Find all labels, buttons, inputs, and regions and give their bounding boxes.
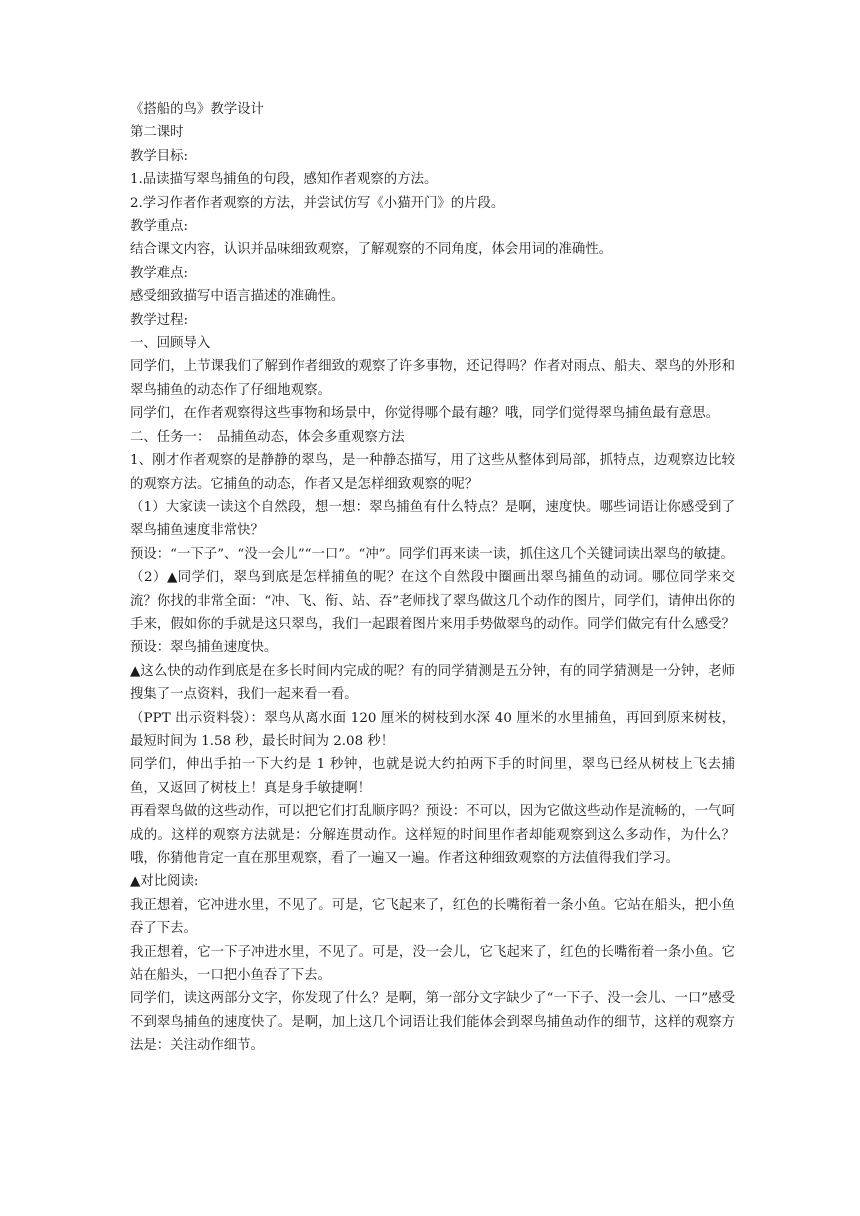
- paragraph: 结合课文内容，认识并品味细致观察，了解观察的不同角度，体会用词的准确性。: [130, 242, 613, 258]
- paragraph: 我正想着，它一下子冲进水里，不见了。可是，没一会儿，它飞起来了，红色的长嘴衔着一条小鱼。它站在船头，一口把小鱼吞了下去。: [130, 944, 735, 984]
- paragraph: 教学重点:: [130, 219, 189, 235]
- paragraph: 2.学习作者作者观察的方法，并尝试仿写《小猫开门》的片段。: [130, 195, 505, 211]
- paragraph: 同学们，上节课我们了解到作者细致的观察了许多事物，还记得吗？作者对雨点、船夫、翠鸟的外形和翠鸟捕鱼的动态作了仔细地观察。: [130, 359, 735, 398]
- paragraph: 一、回顾导入: [130, 336, 211, 352]
- paragraph: ▲这么快的动作到底是在多长时间内完成的呢？有的同学猜测是五分钟，有的同学猜测是一分钟，老师搜集了一点资料，我们一起来看一看。: [130, 663, 735, 703]
- paragraph: 1.品读描写翠鸟捕鱼的句段，感知作者观察的方法。: [130, 172, 438, 188]
- paragraph: （2）▲同学们，翠鸟到底是怎样捕鱼的呢？在这个自然段中圈画出翠鸟捕鱼的动词。哪位同学来交流？你找的非常全面：“冲、飞、衔、站、吞”老师找了翠鸟做这几个动作的图片，同学们，请伸出你的手来，假如你的手就是这只翠鸟，我们一起跟着图片来用手势做翠鸟的动作。同学们做完有什么感受？预设：翠鸟捕鱼速度快。: [130, 570, 735, 656]
- paragraph: 1、刚才作者观察的是静静的翠鸟，是一种静态描写，用了这些从整体到局部，抓特点，边观察边比较的观察方法。它捕鱼的动态，作者又是怎样细致观察的呢？: [130, 453, 735, 492]
- paragraph: 教学难点:: [130, 265, 189, 281]
- paragraph: 教学过程:: [130, 312, 189, 328]
- document-page: [130, 98, 735, 1058]
- paragraph: 再看翠鸟做的这些动作，可以把它们打乱顺序吗？预设：不可以，因为它做这些动作是流畅的，一气呵成的。这样的观察方法就是：分解连贯动作。这样短的时间里作者却能观察到这么多动作，为什么？哦，你猜他肯定一直在那里观察，看了一遍又一遍。作者这种细致观察的方法值得我们学习。: [130, 804, 735, 866]
- paragraph: 感受细致描写中语言描述的准确性。: [130, 289, 345, 305]
- paragraph: 预设：“一下子”、“没一会儿”“一口”。“冲”。同学们再来读一读，抓住这几个关键词读出翠鸟的敏捷。: [130, 546, 734, 562]
- paragraph: 教学目标:: [130, 148, 189, 164]
- paragraph: （1）大家读一读这个自然段，想一想：翠鸟捕鱼有什么特点？是啊，速度快。哪些词语让你感受到了翠鸟捕鱼速度非常快？: [130, 499, 735, 539]
- paragraph: 同学们，在作者观察得这些事物和场景中，你觉得哪个最有趣？哦，同学们觉得翠鸟捕鱼最有意思。: [130, 406, 720, 422]
- document-title: 《搭船的鸟》教学设计: [130, 102, 264, 117]
- paragraph: 二、任务一： 品捕鱼动态，体会多重观察方法: [130, 429, 405, 445]
- paragraph: 我正想着，它冲进水里，不见了。可是，它飞起来了，红色的长嘴衔着一条小鱼。它站在船头，把小鱼吞了下去。: [130, 897, 735, 937]
- paragraph: 第二课时: [130, 125, 184, 141]
- paragraph: （PPT 出示资料袋）：翠鸟从离水面 120 厘米的树枝到水深 40 厘米的水里捕鱼，再回到原来树枝，最短时间为 1.58 秒，最长时间为 2.08 秒！: [130, 710, 735, 749]
- paragraph: 同学们，伸出手拍一下大约是 1 秒钟，也就是说大约拍两下手的时间里，翠鸟已经从树枝上飞去捕鱼，又返回了树枝上！真是身手敏捷啊！: [130, 757, 735, 796]
- paragraph: ▲对比阅读:: [130, 874, 199, 890]
- paragraph: 同学们，读这两部分文字，你发现了什么？是啊，第一部分文字缺少了“一下子、没一会儿、一口”感受不到翠鸟捕鱼的速度快了。是啊，加上这几个词语让我们能体会到翠鸟捕鱼动作的细节，这样的观察方法是：关注动作细节。: [130, 991, 735, 1054]
